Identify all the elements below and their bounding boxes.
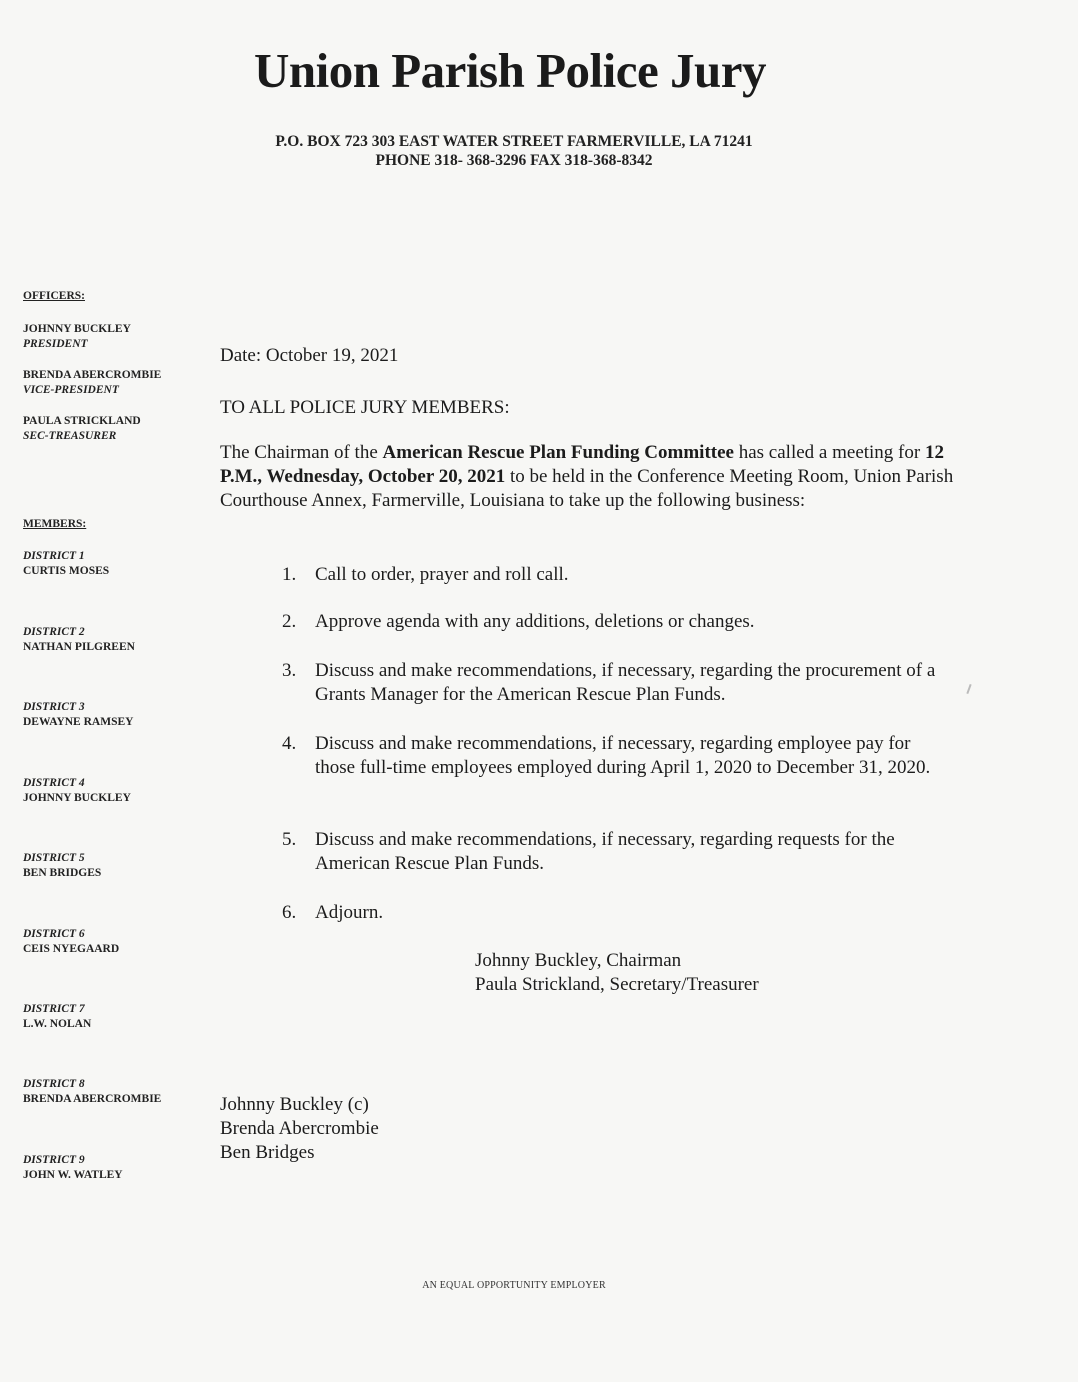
officer-role: PRESIDENT (23, 338, 88, 350)
committee-list (220, 1093, 379, 1165)
member-name: JOHNNY BUCKLEY (23, 792, 131, 804)
agenda-text: Adjourn. (315, 902, 384, 923)
agenda-text: Call to order, prayer and roll call. (315, 564, 569, 585)
member-name: DEWAYNE RAMSEY (23, 716, 134, 728)
members-heading: MEMBERS: (23, 518, 87, 530)
member-name: BEN BRIDGES (23, 867, 102, 879)
signature-chairman: Johnny Buckley, Chairman (475, 950, 682, 971)
signature-block (475, 949, 759, 997)
letterhead-address: P.O. BOX 723 303 EAST WATER STREET FARMERVILLE, LA 71241 (275, 133, 753, 150)
officer-name: BRENDA ABERCROMBIE (23, 369, 162, 381)
body-end: to be held in the Conference Meeting Room, Union Parish Courthouse Annex, Farmerville, Louisiana to take up the following business: (220, 466, 954, 511)
officer-entry (23, 322, 131, 352)
footer-eoe: AN EQUAL OPPORTUNITY EMPLOYER (422, 1280, 606, 1291)
agenda-text: Discuss and make recommendations, if necessary, regarding employee pay for those full-time employees employed during April 1, 2020 to December 31, 2020. (315, 733, 931, 778)
officer-name: PAULA STRICKLAND (23, 415, 141, 427)
committee-name: American Rescue Plan Funding Committee (382, 442, 734, 463)
letterhead-phone-fax: PHONE 318- 368-3296 FAX 318-368-8342 (375, 152, 653, 169)
member-district: DISTRICT 4 (23, 777, 85, 789)
member-entry (23, 1077, 161, 1107)
member-entry (23, 1002, 91, 1032)
member-entry (23, 1153, 123, 1183)
member-name: CURTIS MOSES (23, 565, 110, 577)
member-district: DISTRICT 3 (23, 701, 85, 713)
agenda-number: 6. (282, 902, 297, 923)
member-district: DISTRICT 6 (23, 928, 85, 940)
body-intro: The Chairman of the (220, 442, 383, 463)
agenda-number: 2. (282, 611, 297, 632)
agenda-text: Approve agenda with any additions, deletions or changes. (315, 611, 755, 632)
member-district: DISTRICT 7 (23, 1003, 85, 1015)
agenda-text: Discuss and make recommendations, if necessary, regarding requests for the American Rescue Plan Funds. (315, 829, 895, 874)
officers-heading: OFFICERS: (23, 290, 85, 302)
committee-member: Brenda Abercrombie (220, 1118, 379, 1139)
agenda-text: Discuss and make recommendations, if necessary, regarding the procurement of a Grants Manager for the American Rescue Plan Funds. (315, 660, 936, 705)
member-entry (23, 927, 119, 957)
member-entry (23, 549, 109, 579)
member-name: CEIS NYEGAARD (23, 943, 120, 955)
signature-secretary: Paula Strickland, Secretary/Treasurer (475, 974, 759, 995)
member-entry (23, 625, 135, 655)
member-district: DISTRICT 1 (23, 550, 85, 562)
member-district: DISTRICT 8 (23, 1078, 85, 1090)
meeting-time: 12 P.M., Wednesday, October 20, 2021 (220, 442, 944, 487)
officer-entry (23, 414, 141, 444)
body-mid: has called a meeting for (733, 442, 925, 463)
committee-member: Ben Bridges (220, 1142, 315, 1163)
member-name: JOHN W. WATLEY (23, 1169, 123, 1181)
member-district: DISTRICT 5 (23, 852, 85, 864)
letterhead-title: Union Parish Police Jury (253, 43, 767, 98)
officer-entry (23, 368, 161, 398)
member-district: DISTRICT 2 (23, 626, 85, 638)
letter-body (220, 441, 960, 513)
agenda-number: 3. (282, 660, 297, 681)
officer-name: JOHNNY BUCKLEY (23, 323, 131, 335)
member-name: NATHAN PILGREEN (23, 641, 135, 653)
committee-member: Johnny Buckley (c) (220, 1094, 369, 1115)
agenda-number: 1. (282, 564, 297, 585)
scan-mark (966, 684, 971, 694)
member-district: DISTRICT 9 (23, 1154, 85, 1166)
member-entry (23, 851, 101, 881)
officer-role: VICE-PRESIDENT (23, 384, 119, 396)
letter-date: Date: October 19, 2021 (220, 345, 399, 366)
member-name: BRENDA ABERCROMBIE (23, 1093, 162, 1105)
member-entry (23, 776, 131, 806)
member-entry (23, 700, 133, 730)
agenda-number: 4. (282, 733, 297, 754)
letter-salutation: TO ALL POLICE JURY MEMBERS: (220, 397, 510, 418)
member-name: L.W. NOLAN (23, 1018, 92, 1030)
officer-role: SEC-TREASURER (23, 430, 117, 442)
agenda-number: 5. (282, 829, 297, 850)
